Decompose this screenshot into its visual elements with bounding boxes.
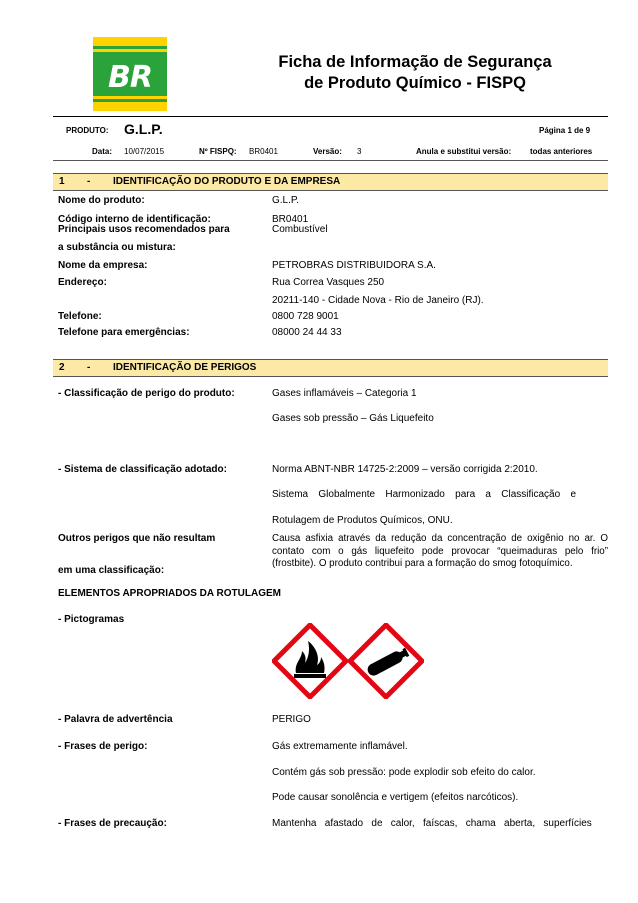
precautionary-statement-1: Mantenha afastado de calor, faíscas, chama aberta, superfícies <box>272 818 592 829</box>
hazard-statement-2: Contém gás sob pressão: pode explodir sob efeito do calor. <box>272 767 536 778</box>
header-top-rule <box>53 116 608 117</box>
precautionary-statements-label: - Frases de precaução: <box>58 818 167 829</box>
other-hazards-label-1: Outros perigos que não resultam <box>58 533 216 544</box>
other-hazards-label-2: em uma classificação: <box>58 565 165 576</box>
internal-code-value: BR0401 <box>272 214 309 225</box>
header-bottom-rule <box>53 160 608 161</box>
title-line-1: Ficha de Informação de Segurança <box>278 53 552 71</box>
fispq-label: Nº FISPQ: <box>199 147 237 156</box>
company-name-value: PETROBRAS DISTRIBUIDORA S.A. <box>272 260 436 271</box>
address-line-1: Rua Correa Vasques 250 <box>272 277 385 288</box>
section-1-dash: - <box>87 176 91 187</box>
uses-label-2: a substância ou mistura: <box>58 242 176 253</box>
emergency-phone-value: 08000 24 44 33 <box>272 327 342 338</box>
product-value: G.L.P. <box>124 121 163 137</box>
classification-label: - Classificação de perigo do produto: <box>58 388 235 399</box>
internal-code-label: Código interno de identificação: <box>58 214 211 225</box>
uses-value: Combustível <box>272 224 328 235</box>
logo-top-stripe <box>93 37 167 46</box>
title-line-2: de Produto Químico - FISPQ <box>304 74 526 92</box>
system-label: - Sistema de classificação adotado: <box>58 464 227 475</box>
classification-line-1: Gases inflamáveis – Categoria 1 <box>272 388 417 399</box>
section-1-header <box>53 173 608 191</box>
replaces-value: todas anteriores <box>530 147 593 156</box>
logo-text: BR <box>108 60 152 95</box>
product-name-label: Nome do produto: <box>58 195 145 206</box>
replaces-label: Anula e substitui versão: <box>416 147 512 156</box>
classification-line-2: Gases sob pressão – Gás Liquefeito <box>272 413 434 424</box>
address-line-2: 20211-140 - Cidade Nova - Rio de Janeiro (RJ). <box>272 295 484 306</box>
signal-word-label: - Palavra de advertência <box>58 714 173 725</box>
system-line-3: Rotulagem de Produtos Químicos, ONU. <box>272 515 453 526</box>
logo-bottom-stripe-thin <box>93 96 167 99</box>
section-2-dash: - <box>87 362 91 373</box>
logo-top-stripe-thin <box>93 49 167 52</box>
pictograms-label: - Pictogramas <box>58 614 125 625</box>
gas-cylinder-icon <box>348 623 424 699</box>
section-1-title: IDENTIFICAÇÃO DO PRODUTO E DA EMPRESA <box>113 176 341 187</box>
company-name-label: Nome da empresa: <box>58 260 148 271</box>
system-line-2: Sistema Globalmente Harmonizado para a Classificação e <box>272 489 577 500</box>
date-label: Data: <box>92 147 113 156</box>
hazard-statements-label: - Frases de perigo: <box>58 741 148 752</box>
br-logo <box>93 37 167 111</box>
document-title <box>230 52 600 94</box>
label-elements-heading: ELEMENTOS APROPRIADOS DA ROTULAGEM <box>58 588 281 599</box>
logo-bottom-stripe <box>93 102 167 111</box>
address-label: Endereço: <box>58 277 107 288</box>
hazard-statement-1: Gás extremamente inflamável. <box>272 741 408 752</box>
section-2-header <box>53 359 608 377</box>
phone-label: Telefone: <box>58 311 102 322</box>
section-2-title: IDENTIFICAÇÃO DE PERIGOS <box>113 362 257 373</box>
date-value: 10/07/2015 <box>124 147 165 156</box>
flame-icon <box>272 623 348 699</box>
emergency-phone-label: Telefone para emergências: <box>58 327 190 338</box>
section-2-number: 2 <box>59 362 65 373</box>
signal-word-value: PERIGO <box>272 714 311 725</box>
version-label: Versão: <box>313 147 342 156</box>
other-hazards-text: Causa asfixia através da redução da concentração de oxigênio no ar. O contato com o gás liquefeito pode provocar “queimaduras pelo frio” (frostbite). O produto contribui para a formação do smog fotoquímico. <box>272 533 608 569</box>
phone-value: 0800 728 9001 <box>272 311 339 322</box>
fispq-value: BR0401 <box>249 147 278 156</box>
version-value: 3 <box>357 147 362 156</box>
system-line-1: Norma ABNT-NBR 14725-2:2009 – versão corrigida 2:2010. <box>272 464 538 475</box>
uses-label-1: Principais usos recomendados para <box>58 224 230 235</box>
product-label: PRODUTO: <box>66 126 109 135</box>
section-1-number: 1 <box>59 176 65 187</box>
page-number: Página 1 de 9 <box>539 126 591 135</box>
hazard-statement-3: Pode causar sonolência e vertigem (efeitos narcóticos). <box>272 792 519 803</box>
product-name-value: G.L.P. <box>272 195 300 206</box>
